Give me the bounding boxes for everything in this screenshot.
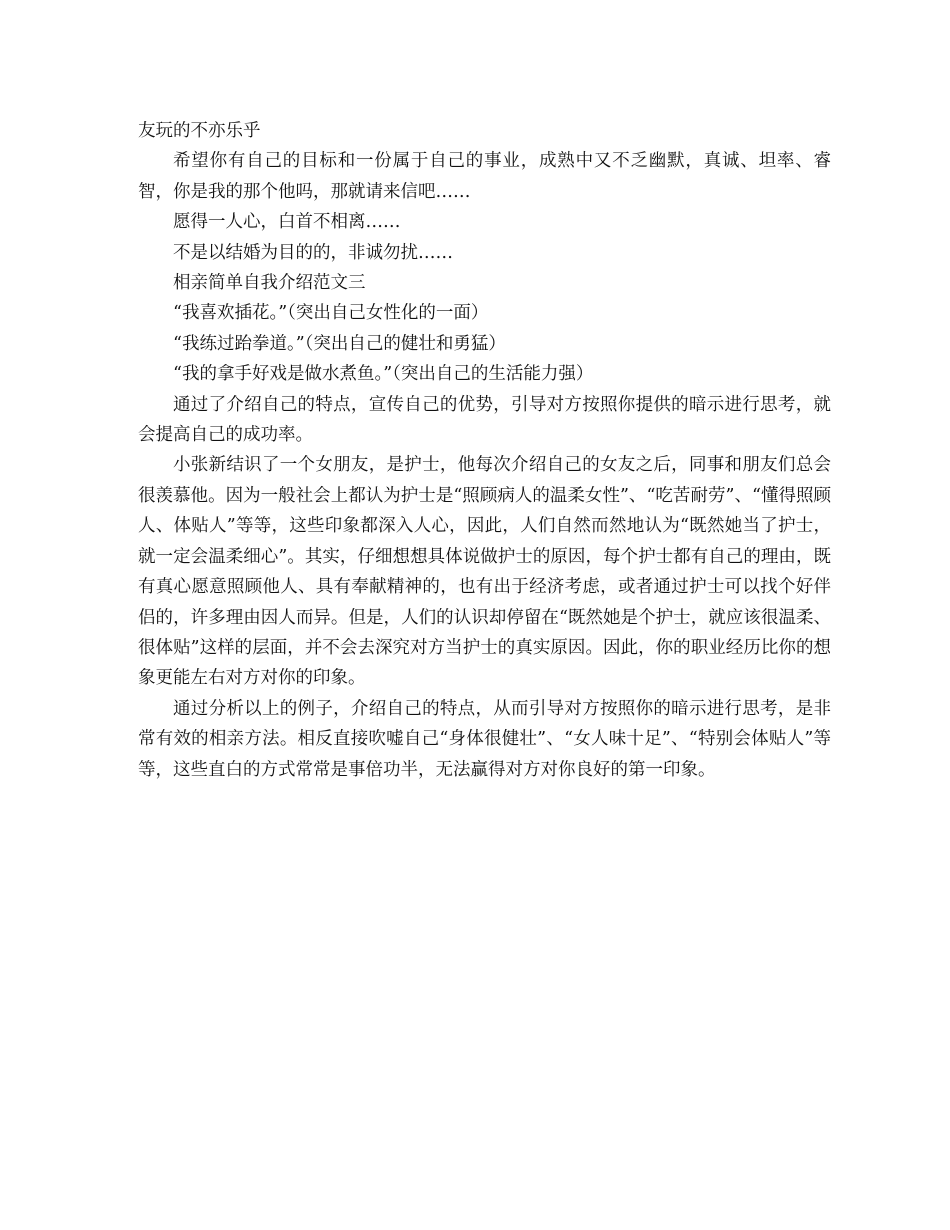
paragraph-continuation: 友玩的不亦乐乎: [138, 121, 261, 141]
paragraph-example-1: “我喜欢插花。”（突出自己女性化的一面）: [173, 303, 489, 324]
paragraph-conclusion: 通过分析以上的例子，介绍自己的特点，从而引导对方按照你的暗示进行思考，是非常有效的相亲方法。相反直接吹嘘自己“身体很健壮”、“女人味十足”、“特别会体贴人”等等，这些直白的方式常常是事倍功半，无法赢得对方对你良好的第一印象。: [138, 698, 831, 780]
paragraph-example-2: “我练过跆拳道。”（突出自己的健壮和勇猛）: [173, 333, 506, 354]
paragraph-nurse-story: 小张新结识了一个女朋友，是护士，他每次介绍自己的女友之后，同事和朋友们总会很羡慕他。因为一般社会上都认为护士是“照顾病人的温柔女性”、“吃苦耐劳”、“懂得照顾人、体贴人”等等，这些印象都深入人心，因此，人们自然而然地认为“既然她当了护士，就一定会温柔细心”。其实，仔细想想具体说做护士的原因，每个护士都有自己的理由，既有真心愿意照顾他人、具有奉献精神的，也有出于经济考虑，或者通过护士可以找个好伴侣的，许多理由因人而异。但是，人们的认识却停留在“既然她是个护士，就应该很温柔、很体贴”这样的层面，并不会去深究对方当护士的真实原因。因此，你的职业经历比你的想象更能左右对方对你的印象。: [138, 455, 831, 689]
paragraph-no-marriage: 不是以结婚为目的的，非诚勿扰……: [173, 242, 453, 263]
section-heading: 相亲简单自我介绍范文三: [173, 273, 366, 294]
paragraph-summary: 通过了介绍自己的特点，宣传自己的优势，引导对方按照你提供的暗示进行思考，就会提高自己的成功率。: [138, 394, 831, 446]
paragraph-example-3: “我的拿手好戏是做水煮鱼。”（突出自己的生活能力强）: [173, 364, 594, 385]
paragraph-hope: 希望你有自己的目标和一份属于自己的事业，成熟中又不乏幽默，真诚、坦率、睿智，你是我的那个他吗，那就请来信吧……: [138, 151, 831, 202]
document-body: [138, 116, 831, 785]
paragraph-poem-line: 愿得一人心，白首不相离……: [173, 212, 401, 233]
